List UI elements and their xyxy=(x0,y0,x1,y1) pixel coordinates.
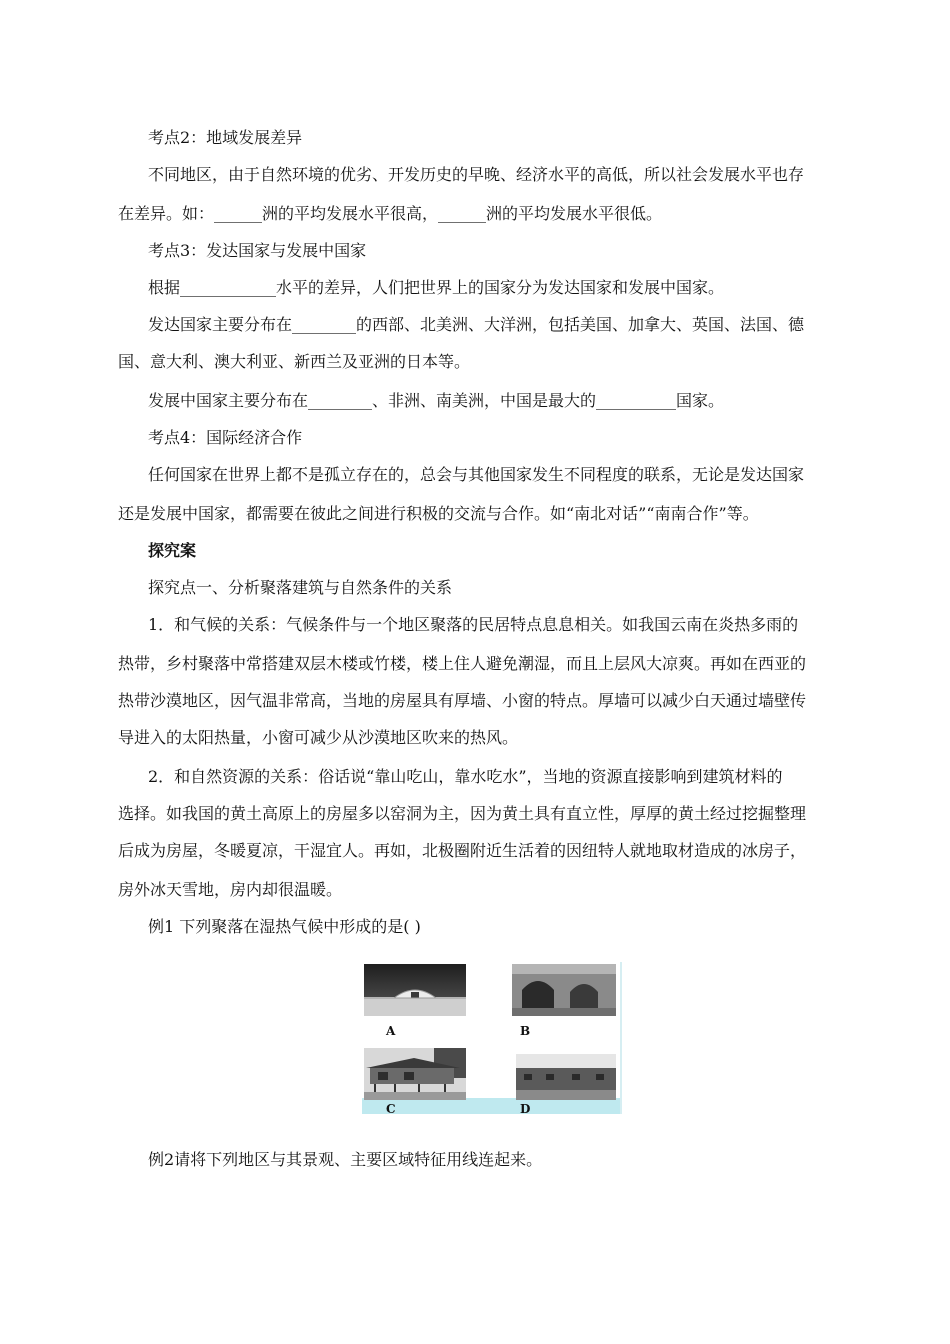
paragraph-line: 选择。如我国的黄土高原上的房屋多以窑洞为主，因为黄土具有直立性，厚厚的黄土经过挖掘整理 xyxy=(118,804,807,823)
section-heading-kaodian-3: 考点3：发达国家与发展中国家 xyxy=(148,241,367,260)
example-2-question: 例2请将下列地区与其景观、主要区域特征用线连起来。 xyxy=(148,1150,543,1169)
paragraph-line: 国、意大利、澳大利亚、新西兰及亚洲的日本等。 xyxy=(118,352,471,371)
paragraph-line: 2．和自然资源的关系：俗话说“靠山吃山，靠水吃水”，当地的资源直接影响到建筑材料的 xyxy=(148,767,783,786)
photo-a-label: A xyxy=(386,1024,396,1038)
photo-b-cave-dwelling xyxy=(512,964,616,1016)
photo-d-desert-house xyxy=(516,1054,616,1100)
paragraph-line: 任何国家在世界上都不是孤立存在的，总会与其他国家发生不同程度的联系，无论是发达国家 xyxy=(148,465,805,484)
photo-b-label: B xyxy=(520,1024,531,1038)
paragraph-line: 1．和气候的关系：气候条件与一个地区聚落的民居特点息息相关。如我国云南在炎热多雨的 xyxy=(148,615,799,634)
figure-bottom-bar xyxy=(362,1098,622,1114)
paragraph-line: 热带，乡村聚落中常搭建双层木楼或竹楼，楼上住人避免潮湿，而且上层风大凉爽。再如在西亚的 xyxy=(118,654,807,673)
paragraph-line: 在差异。如：______洲的平均发展水平很高，______洲的平均发展水平很低。 xyxy=(118,204,663,223)
paragraph-line: 房外冰天雪地，房内却很温暖。 xyxy=(118,880,343,899)
paragraph-line: 根据____________水平的差异，人们把世界上的国家分为发达国家和发展中国家。 xyxy=(148,278,725,297)
paragraph-line: 还是发展中国家，都需要在彼此之间进行积极的交流与合作。如“南北对话”“南南合作”等。 xyxy=(118,504,759,523)
paragraph-line: 发达国家主要分布在________的西部、北美洲、大洋洲，包括美国、加拿大、英国、法国、德 xyxy=(148,315,805,334)
subsection-heading: 探究点一、分析聚落建筑与自然条件的关系 xyxy=(148,578,453,597)
section-title-tanjiuan: 探究案 xyxy=(148,541,197,560)
photo-c-label: C xyxy=(386,1102,396,1116)
photo-d-label: D xyxy=(520,1102,531,1116)
paragraph-line: 导进入的太阳热量，小窗可减少从沙漠地区吹来的热风。 xyxy=(118,728,519,747)
section-heading-kaodian-2: 考点2：地域发展差异 xyxy=(148,128,303,147)
paragraph-line: 后成为房屋，冬暖夏凉，干湿宜人。再如，北极圈附近生活着的因纽特人就地取材造成的冰房子， xyxy=(118,841,807,860)
photo-a-igloo xyxy=(364,964,466,1016)
figure-right-edge xyxy=(620,962,622,1114)
settlement-photos-figure xyxy=(362,962,622,1114)
paragraph-line: 不同地区，由于自然环境的优劣、开发历史的早晚、经济水平的高低，所以社会发展水平也存 xyxy=(148,165,805,184)
photo-c-stilt-house xyxy=(364,1048,466,1100)
paragraph-line: 热带沙漠地区，因气温非常高，当地的房屋具有厚墙、小窗的特点。厚墙可以减少白天通过墙壁传 xyxy=(118,691,807,710)
section-heading-kaodian-4: 考点4：国际经济合作 xyxy=(148,428,303,447)
paragraph-line: 发展中国家主要分布在________、非洲、南美洲，中国是最大的__________国家。 xyxy=(148,391,725,410)
example-1-question: 例1 下列聚落在湿热气候中形成的是( ) xyxy=(148,917,421,936)
